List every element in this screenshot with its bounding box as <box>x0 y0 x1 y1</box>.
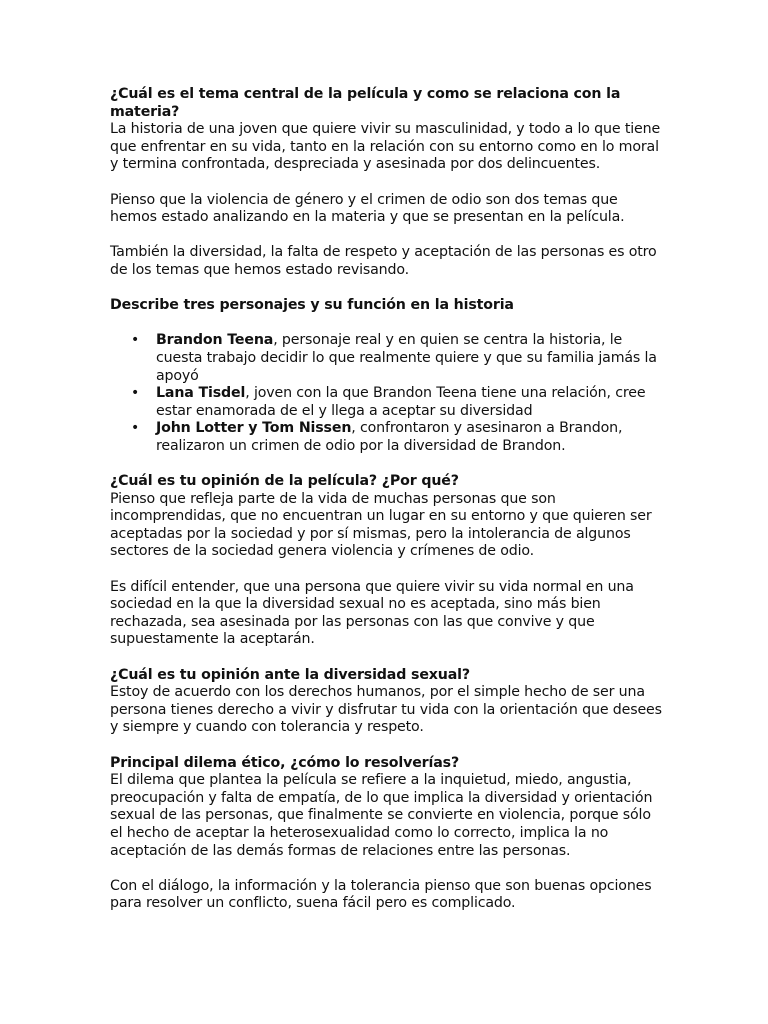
character-description: , joven con la que Brandon Teena tiene una relación, cree estar enamorada de el y llega a aceptar su diversidad <box>156 385 646 419</box>
question-ethical-dilemma: Principal dilema ético, ¿cómo lo resolverías? <box>110 754 460 771</box>
character-name: John Lotter y Tom Nissen <box>156 420 352 437</box>
answer-central-theme-paragraph: Pienso que la violencia de género y el crimen de odio son dos temas que hemos estado analizando en la materia y que se presentan en la película. <box>110 191 625 226</box>
character-name: Lana Tisdel <box>156 385 246 402</box>
character-list <box>110 332 662 455</box>
list-item <box>131 332 662 385</box>
list-item <box>131 420 662 455</box>
character-name: Brandon Teena <box>156 332 274 349</box>
question-film-opinion: ¿Cuál es tu opinión de la película? ¿Por qué? <box>110 473 459 490</box>
question-three-characters: Describe tres personajes y su función en la historia <box>110 297 514 314</box>
question-sexual-diversity-opinion: ¿Cuál es tu opinión ante la diversidad sexual? <box>110 666 470 683</box>
answer-ethical-dilemma-paragraph: Con el diálogo, la información y la tolerancia pienso que son buenas opciones para resolver un conflicto, suena fácil pero es complicado. <box>110 877 652 912</box>
answer-central-theme-paragraph: También la diversidad, la falta de respeto y aceptación de las personas es otro de los temas que hemos estado revisando. <box>110 244 657 278</box>
bullet-icon: • <box>131 332 140 349</box>
bullet-icon: • <box>131 420 140 437</box>
answer-film-opinion-paragraph: Pienso que refleja parte de la vida de muchas personas que son incomprendidas, que no encuentran un lugar en su entorno y que quieren ser aceptadas por la sociedad y por sí mismas, pero la intolerancia de algunos sectores de la sociedad genera violencia y crímenes de odio. <box>110 490 652 560</box>
answer-sexual-diversity-paragraph: Estoy de acuerdo con los derechos humanos, por el simple hecho de ser una persona tienes derecho a vivir y disfrutar tu vida con la orientación que desees y siempre y cuando con tolerancia y respeto. <box>110 684 662 736</box>
bullet-icon: • <box>131 385 140 402</box>
answer-central-theme-paragraph: La historia de una joven que quiere vivir su masculinidad, y todo a lo que tiene que enfrentar en su vida, tanto en la relación con su entorno como en lo moral y termina confrontada, despreciada y asesinada por dos delincuentes. <box>110 121 661 173</box>
character-description: , confrontaron y asesinaron a Brandon, realizaron un crimen de odio por la diversidad de Brandon. <box>156 420 623 454</box>
answer-film-opinion-paragraph: Es difícil entender, que una persona que quiere vivir su vida normal en una sociedad en la que la diversidad sexual no es aceptada, sino más bien rechazada, sea asesinada por las personas con las que convive y que supuestamente la aceptarán. <box>110 578 634 648</box>
answer-ethical-dilemma-paragraph: El dilema que plantea la película se refiere a la inquietud, miedo, angustia, preocupación y falta de empatía, de lo que implica la diversidad y orientación sexual de las personas, que finalmente se convierte en violencia, porque sólo el hecho de aceptar la heterosexualidad como lo correcto, implica la no aceptación de las demás formas de relaciones entre las personas. <box>110 772 653 859</box>
character-description: , personaje real y en quien se centra la historia, le cuesta trabajo decidir lo que realmente quiere y que su familia jamás la apoyó <box>156 332 657 384</box>
list-item <box>131 385 662 420</box>
question-central-theme: ¿Cuál es el tema central de la película y como se relaciona con la materia? <box>110 86 621 120</box>
document-page <box>110 86 662 913</box>
